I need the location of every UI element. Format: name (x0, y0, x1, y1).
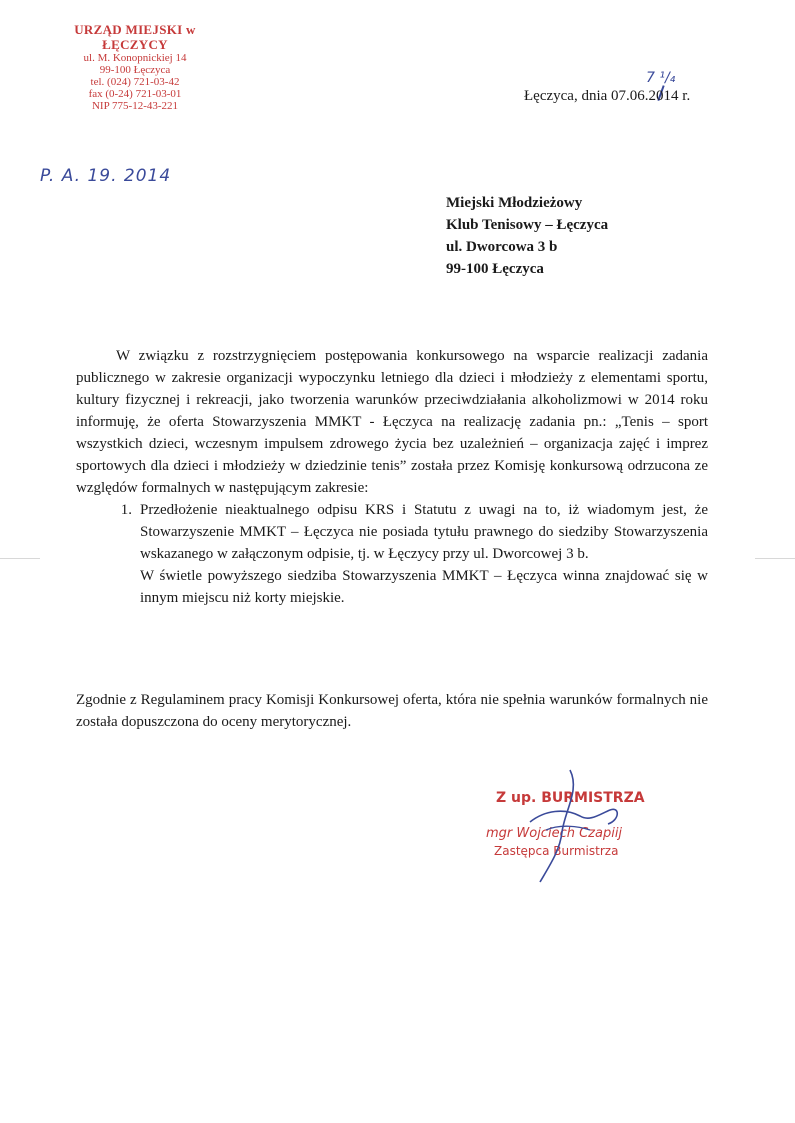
letterhead-postal: 99-100 Łęczyca (99, 64, 171, 76)
letterhead-nip: NIP 775-12-43-221 (91, 100, 179, 112)
letterhead-stamp (40, 22, 230, 112)
body-paragraph-1: W związku z rozstrzygnięciem postępowania konkursowego na wsparcie realizacji zadania publicznego w zakresie organizacji wypoczynku letniego dla dzieci i młodzieży z elementami sportu, kultury fizycznej i rekreacji, jako tworzenia warunków przeciwdziałania alkoholizmowi w 2014 roku informuję, że oferta Stowarzyszenia MMKT - Łęczyca na realizację zadania pn.: „Tenis – sport wszystkich dzieci, wczesnym impulsem zdrowego życia bez uzależnień – organizacja zajęć i imprez sportowych dla dzieci i młodzieży w dziedzinie tenis” została przez Komisję konkursową odrzucona ze względów formalnych w następującym zakresie: (76, 348, 708, 496)
letterhead-title: URZĄD MIEJSKI w ŁĘCZYCY (74, 22, 196, 52)
list-item-continuation: W świetle powyższego siedziba Stowarzyszenia MMKT – Łęczyca winna znajdować się w innym miejscu niż korty miejskie. (140, 568, 708, 606)
signature-authority: Z up. BURMISTRZA (496, 790, 645, 806)
recipient-line-3: ul. Dworcowa 3 b (446, 239, 558, 255)
list-item-text: Przedłożenie nieaktualnego odpisu KRS i Statutu z uwagi na to, iż wiadomym jest, że Stowarzyszenie MMKT – Łęczyca nie posiada tytułu prawnego do siedziby Stowarzyszenia wskazanego w załączonym odpisie, tj. w Łęczycy przy ul. Dworcowej 3 b. (140, 502, 708, 562)
date-handwritten-correction: 7 ¹/₄ (646, 70, 676, 86)
list-item (76, 499, 708, 609)
reasons-list (76, 499, 708, 609)
signature-role: Zastępca Burmistrza (494, 844, 619, 858)
recipient-line-2: Klub Tenisowy – Łęczyca (446, 217, 609, 233)
closing-paragraph: Zgodnie z Regulaminem pracy Komisji Konkursowej oferta, która nie spełnia warunków formalnych nie została dopuszczona do oceny merytorycznej. (76, 692, 708, 730)
list-item-content (140, 499, 708, 609)
scan-edge-mark-left (0, 558, 40, 559)
recipient-line-4: 99-100 Łęczyca (446, 261, 544, 277)
signature-stamp (470, 760, 690, 890)
letterhead-fax: fax (0-24) 721-03-01 (88, 88, 182, 100)
recipient-line-1: Miejski Młodzieżowy (446, 195, 583, 211)
handwritten-signature (470, 760, 690, 890)
date-line: Łęczyca, dnia 07.06.2014 r. (524, 88, 691, 104)
recipient-address (446, 192, 608, 280)
list-item-number: 1. (120, 502, 132, 518)
scan-edge-mark-right (755, 558, 795, 559)
handwritten-reference: P. A. 19. 2014 (40, 166, 172, 186)
signature-name: mgr Wojciech Czapiij (486, 826, 623, 841)
letter-body (76, 345, 708, 609)
letterhead-street: ul. M. Konopnickiej 14 (83, 52, 187, 64)
letterhead-tel: tel. (024) 721-03-42 (90, 76, 180, 88)
